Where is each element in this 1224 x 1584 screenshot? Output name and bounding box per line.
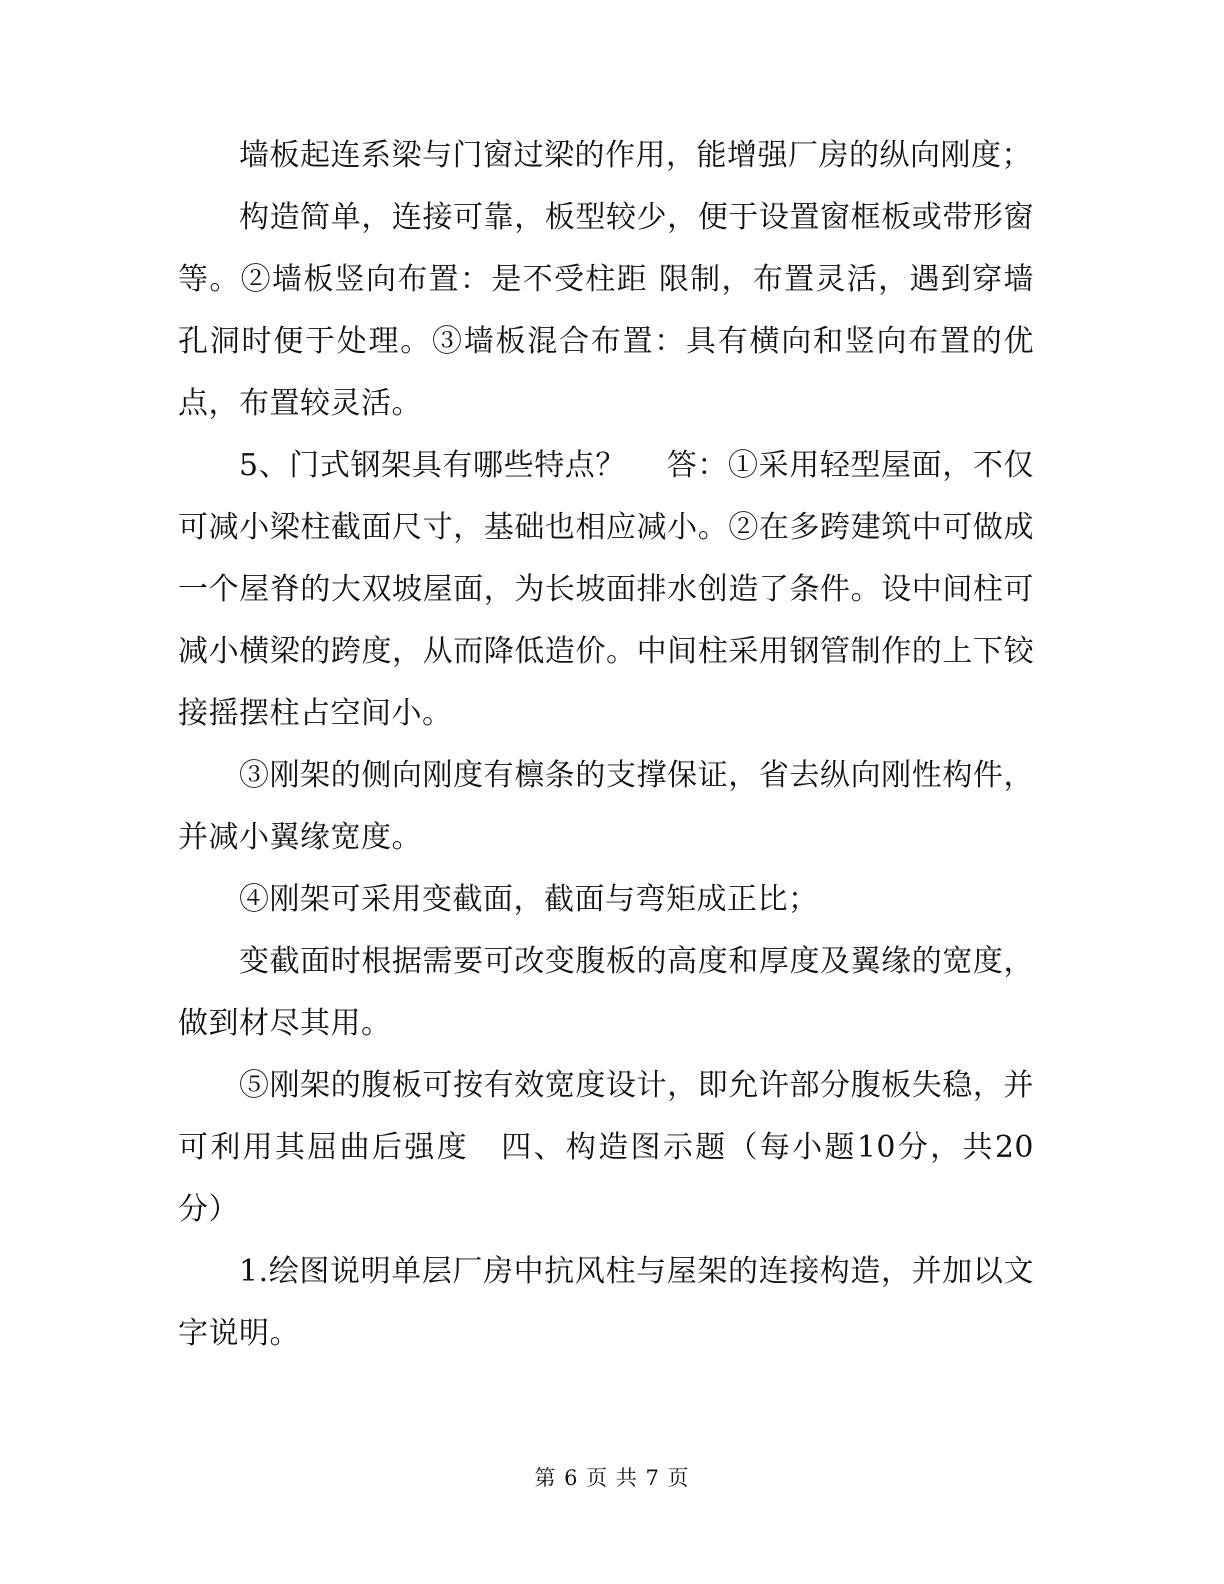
paragraph: 构造简单，连接可靠，板型较少，便于设置窗框板或带形窗等。②墙板竖向布置：是不受柱距 限制，布置灵活，遇到穿墙孔洞时便于处理。③墙板混合布置：具有横向和竖向布置的优点，布置较灵活。 [178, 200, 1034, 421]
paragraph: ③刚架的侧向刚度有檩条的支撑保证，省去纵向刚性构件，并减小翼缘宽度。 [178, 758, 1034, 855]
paragraph: 墙板起连系梁与门窗过梁的作用，能增强厂房的纵向刚度； [239, 138, 1032, 173]
document-body [178, 125, 1034, 1365]
paragraph: 变截面时根据需要可改变腹板的高度和厚度及翼缘的宽度，做到材尽其用。 [178, 944, 1034, 1041]
paragraph: ⑤刚架的腹板可按有效宽度设计，即允许部分腹板失稳，并可利用其屈曲后强度 四、构造图示题（每小题10分，共20分） [178, 1068, 1034, 1227]
page-number-footer: 第 6 页 共 7 页 [534, 1466, 690, 1490]
paragraph: 1.绘图说明单层厂房中抗风柱与屋架的连接构造，并加以文字说明。 [178, 1254, 1034, 1351]
paragraph: ④刚架可采用变截面，截面与弯矩成正比； [239, 882, 819, 917]
paragraph: 5、门式钢架具有哪些特点？ 答：①采用轻型屋面，不仅可减小梁柱截面尺寸，基础也相应减小。②在多跨建筑中可做成一个屋脊的大双坡屋面，为长坡面排水创造了条件。设中间柱可减小横梁的跨度，从而降低造价。中间柱采用钢管制作的上下铰接摇摆柱占空间小。 [178, 448, 1034, 731]
